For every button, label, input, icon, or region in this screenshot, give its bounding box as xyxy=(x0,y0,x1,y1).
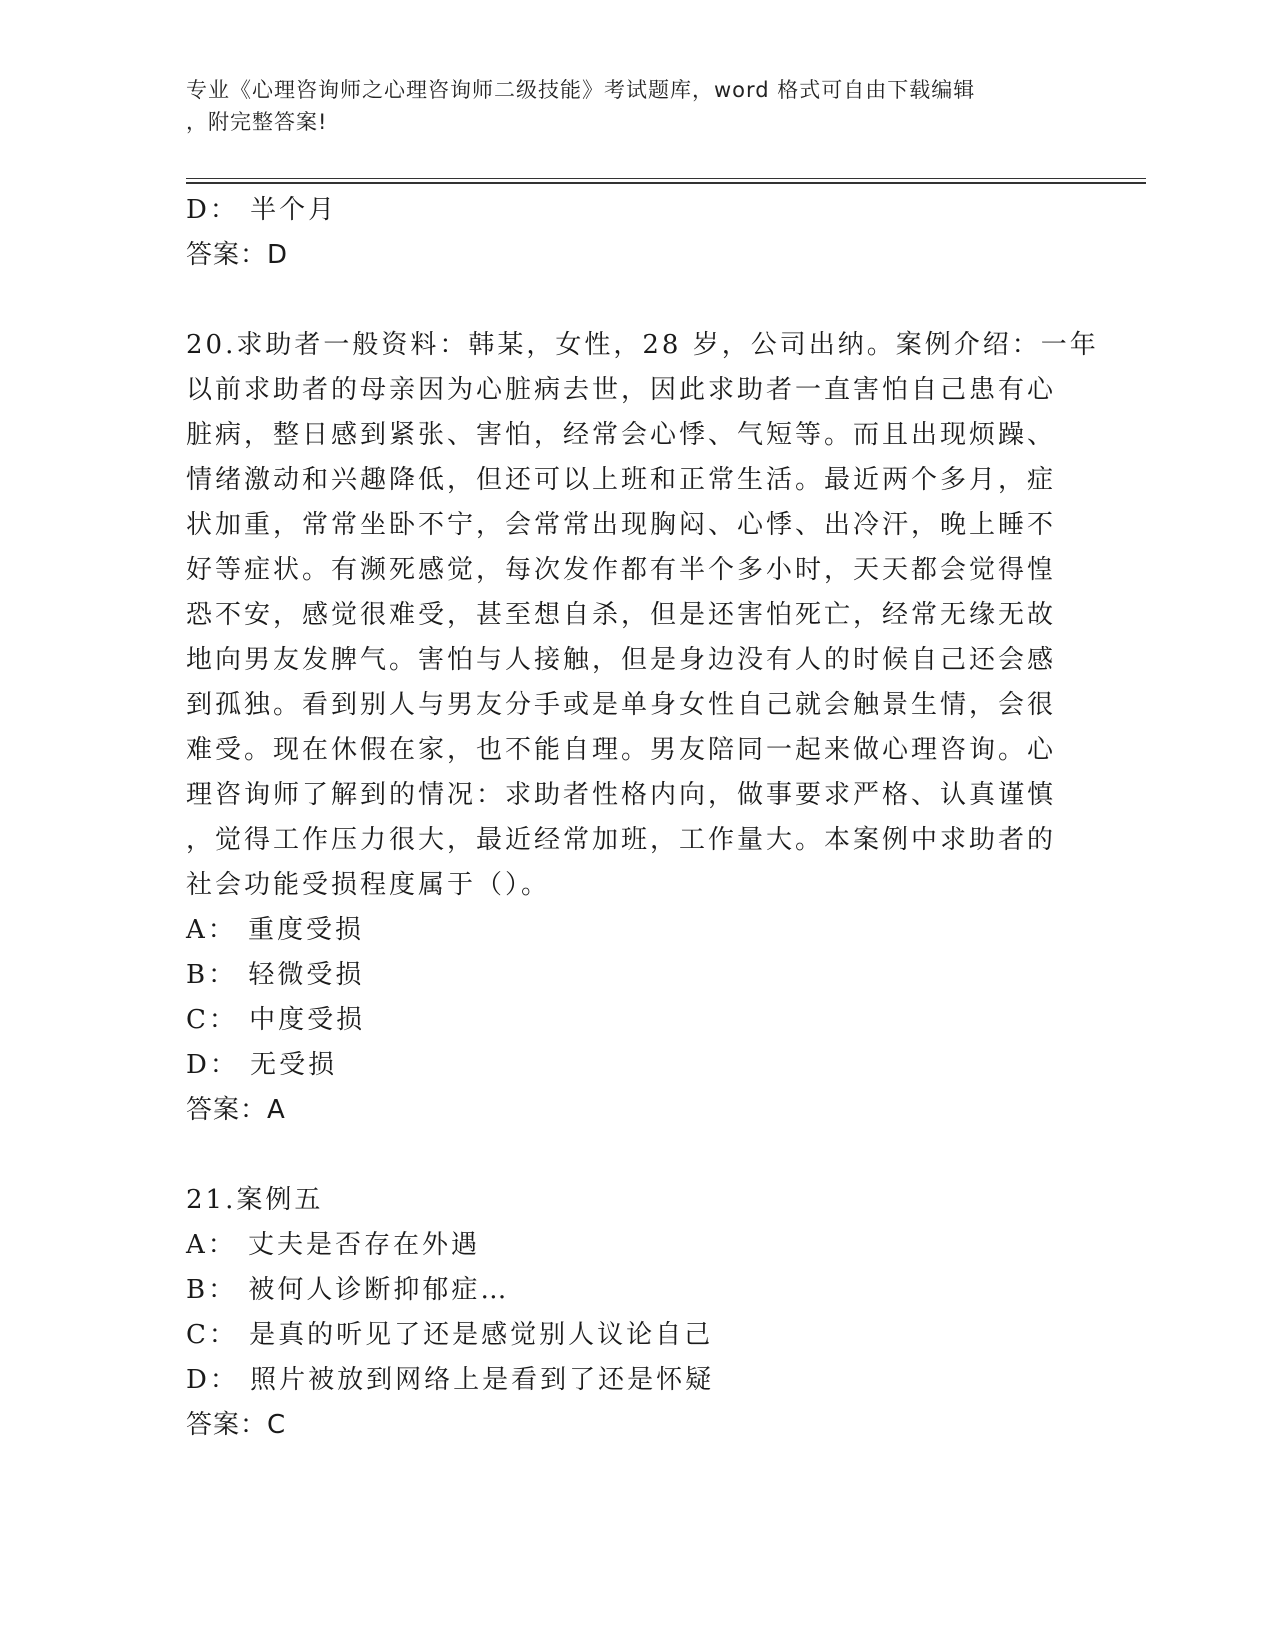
question-text-line: 好等症状。有濒死感觉，每次发作都有半个多小时，天天都会觉得惶 xyxy=(186,555,1057,585)
option-a: A： 重度受损 xyxy=(186,915,365,945)
question-text-line: 脏病，整日感到紧张、害怕，经常会心悸、气短等。而且出现烦躁、 xyxy=(186,420,1057,450)
header-rule-thin xyxy=(186,178,1146,179)
question-text-line: 地向男友发脾气。害怕与人接触，但是身边没有人的时候自己还会感 xyxy=(186,645,1057,675)
prev-question-tail xyxy=(186,188,1066,278)
question-text-line: 社会功能受损程度属于（）。 xyxy=(186,870,551,900)
question-title: 21.案例五 xyxy=(186,1185,324,1215)
header-line-1: 专业《心理咨询师之心理咨询师二级技能》考试题库，word 格式可自由下载编辑 xyxy=(186,78,976,102)
question-text-line: 到孤独。看到别人与男友分手或是单身女性自己就会触景生情，会很 xyxy=(186,690,1057,720)
document-header xyxy=(186,74,1066,138)
option-b: B： 被何人诊断抑郁症… xyxy=(186,1275,510,1305)
question-text-line: 情绪激动和兴趣降低，但还可以上班和正常生活。最近两个多月，症 xyxy=(186,465,1057,495)
question-21 xyxy=(186,1178,1066,1448)
question-text-line: 恐不安，感觉很难受，甚至想自杀，但是还害怕死亡，经常无缘无故 xyxy=(186,600,1057,630)
header-rule-thick xyxy=(186,182,1146,184)
question-text-line: 理咨询师了解到的情况：求助者性格内向，做事要求严格、认真谨慎 xyxy=(186,780,1057,810)
spacer xyxy=(186,278,1066,323)
option-c: C： 是真的听见了还是感觉别人议论自己 xyxy=(186,1320,714,1350)
option-d: D： 照片被放到网络上是看到了还是怀疑 xyxy=(186,1365,715,1395)
question-text-line: ，觉得工作压力很大，最近经常加班，工作量大。本案例中求助者的 xyxy=(186,825,1057,855)
option-b: B： 轻微受损 xyxy=(186,960,365,990)
question-text-line: 难受。现在休假在家，也不能自理。男友陪同一起来做心理咨询。心 xyxy=(186,735,1057,765)
option-d: D： 无受损 xyxy=(186,1050,338,1080)
header-line-2: ，附完整答案! xyxy=(186,110,328,134)
question-text-line: 20.求助者一般资料：韩某，女性，28 岁，公司出纳。案例介绍：一年 xyxy=(186,330,1099,360)
option-a: A： 丈夫是否存在外遇 xyxy=(186,1230,481,1260)
question-text-line: 以前求助者的母亲因为心脏病去世，因此求助者一直害怕自己患有心 xyxy=(186,375,1057,405)
question-20 xyxy=(186,323,1099,1133)
option-c: C： 中度受损 xyxy=(186,1005,366,1035)
spacer xyxy=(186,1133,1066,1178)
question-text-line: 状加重，常常坐卧不宁，会常常出现胸闷、心悸、出冷汗，晚上睡不 xyxy=(186,510,1057,540)
option-d: D： 半个月 xyxy=(186,195,338,225)
answer-line: 答案：C xyxy=(186,1410,287,1440)
document-body xyxy=(186,188,1099,1448)
answer-line: 答案：A xyxy=(186,1095,286,1125)
answer-line: 答案：D xyxy=(186,240,289,270)
